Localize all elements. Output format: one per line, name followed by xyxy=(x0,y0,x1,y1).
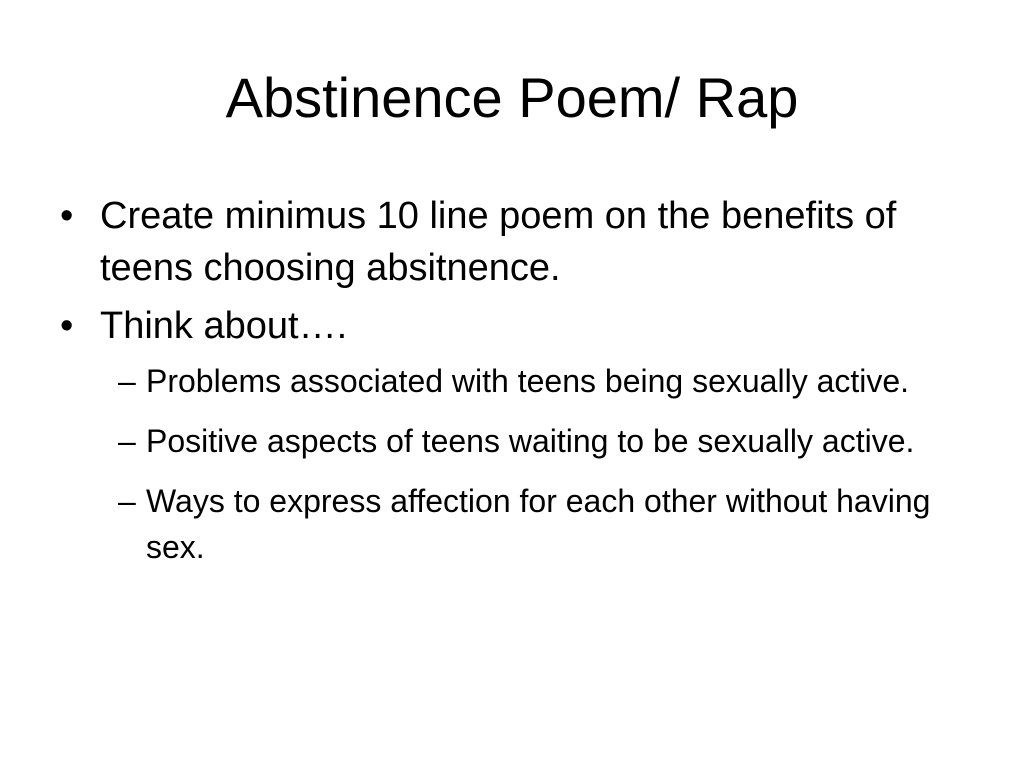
sub-bullet-item xyxy=(118,418,960,464)
slide-title: Abstinence Poem/ Rap xyxy=(225,66,799,129)
sub-bullet-text: Problems associated with teens being sexually active. xyxy=(146,363,910,399)
bullet-marker: • xyxy=(60,305,74,347)
sub-bullet-text: Positive aspects of teens waiting to be sexually active. xyxy=(146,423,915,459)
bullet-item xyxy=(60,190,960,294)
sub-bullet-marker: – xyxy=(118,363,136,399)
sub-bullet-text: Ways to express affection for each other without having sex. xyxy=(146,483,931,565)
bullet-text: Think about…. xyxy=(100,305,348,347)
bullet-marker: • xyxy=(60,195,74,237)
sub-bullet-item xyxy=(118,478,960,570)
slide-body xyxy=(60,190,960,584)
sub-bullet-marker: – xyxy=(118,483,136,519)
sub-bullet-item xyxy=(118,358,960,404)
sub-bullet-marker: – xyxy=(118,423,136,459)
bullet-text: Create minimus 10 line poem on the benefits of teens choosing absitnence. xyxy=(100,195,897,289)
bullet-item xyxy=(60,300,960,352)
